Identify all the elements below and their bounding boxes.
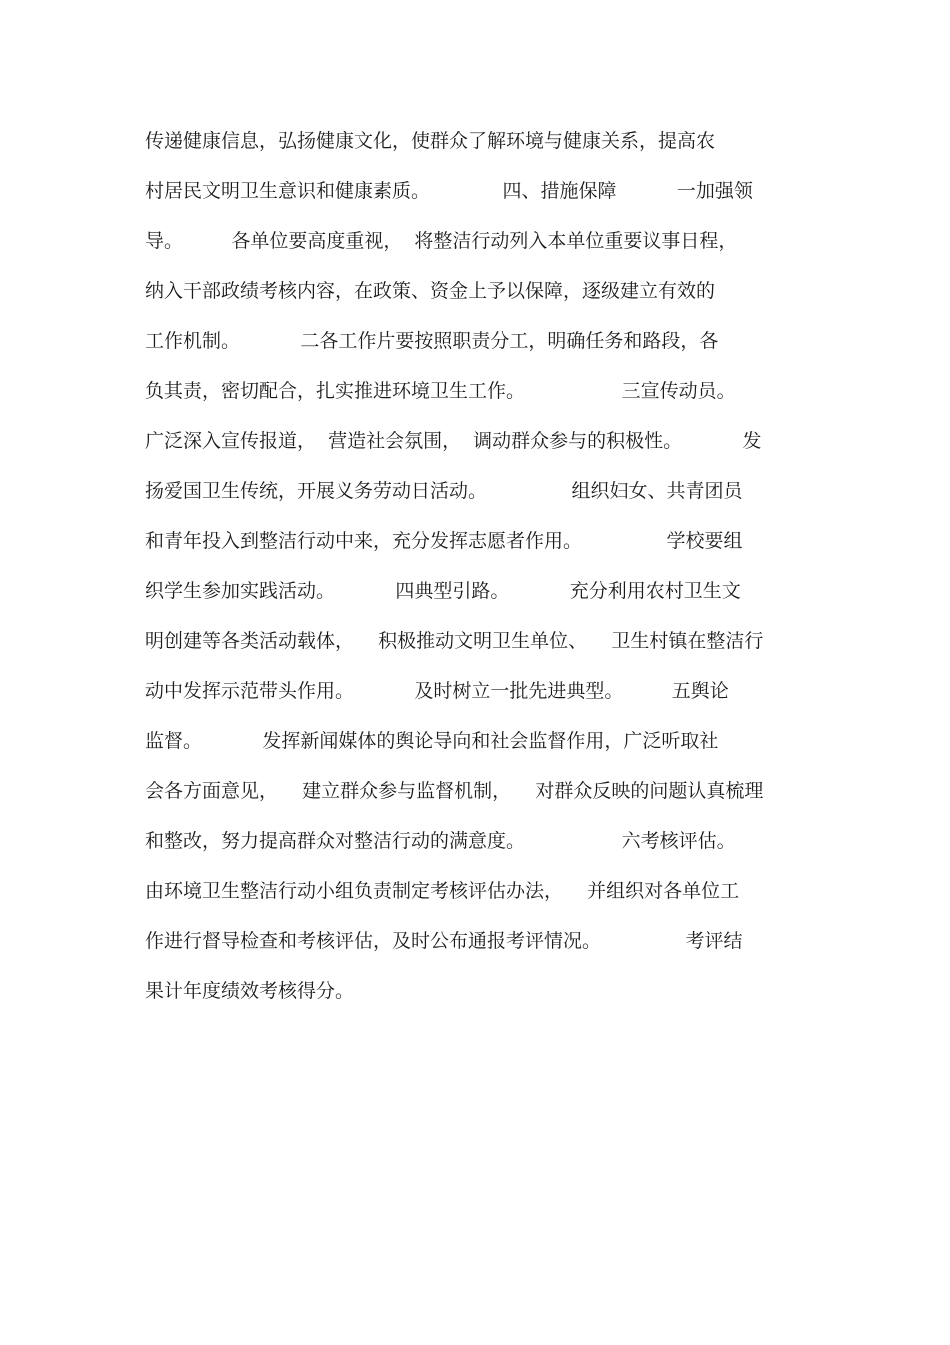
text-line: 纳入干部政绩考核内容，在政策、资金上予以保障，逐级建立有效的 [145, 280, 716, 302]
text-line: 监督。 发挥新闻媒体的舆论导向和社会监督作用，广泛听取社 [145, 730, 719, 752]
text-line: 负其责，密切配合，扎实推进环境卫生工作。 三宣传动员。 [145, 380, 736, 402]
text-line: 动中发挥示范带头作用。 及时树立一批先进典型。 五舆论 [145, 680, 729, 702]
body-text [145, 124, 825, 1024]
text-line: 广泛深入宣传报道， 营造社会氛围， 调动群众参与的积极性。 发 [145, 430, 762, 452]
text-line: 导。 各单位要高度重视， 将整洁行动列入本单位重要议事日程， [145, 230, 738, 252]
text-line: 会各方面意见， 建立群众参与监督机制， 对群众反映的问题认真梳理 [145, 780, 764, 802]
text-line: 村居民文明卫生意识和健康素质。 四、措施保障 一加强领 [145, 180, 753, 202]
text-line: 传递健康信息，弘扬健康文化，使群众了解环境与健康关系，提高农 [145, 130, 716, 152]
text-line: 织学生参加实践活动。 四典型引路。 充分利用农村卫生文 [145, 580, 741, 602]
text-line: 由环境卫生整洁行动小组负责制定考核评估办法， 并组织对各单位工 [145, 880, 740, 902]
text-line: 果计年度绩效考核得分。 [145, 980, 355, 1002]
text-line: 明创建等各类活动载体， 积极推动文明卫生单位、 卫生村镇在整洁行 [145, 630, 764, 652]
text-line: 作进行督导检查和考核评估，及时公布通报考评情况。 考评结 [145, 930, 743, 952]
text-line: 和青年投入到整洁行动中来，充分发挥志愿者作用。 学校要组 [145, 530, 743, 552]
text-line: 扬爱国卫生传统，开展义务劳动日活动。 组织妇女、共青团员 [145, 480, 743, 502]
text-line: 工作机制。 二各工作片要按照职责分工，明确任务和路段，各 [145, 330, 719, 352]
text-line: 和整改，努力提高群众对整洁行动的满意度。 六考核评估。 [145, 830, 736, 852]
